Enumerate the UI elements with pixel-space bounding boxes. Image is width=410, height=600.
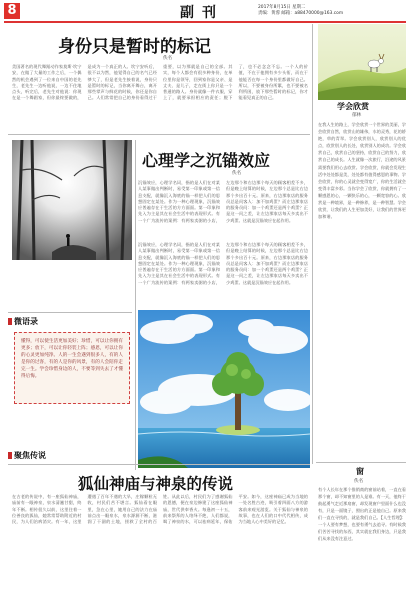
quote-section-label xyxy=(8,316,38,327)
sidebar-body: 在我人生的路上，学会欣赏一个世界的美丽，学会欣赏自然，欣赏山的雄伟，水的灵秀，花的娇艳，草的青翠。学会欣赏别人，欣赏别人的优点，欣赏别人的长处，欣赏别人的成功。学会欣赏自己，欣赏自己的坚持，欣赏自己的努力，欣赏自己的成长。人生就像一次旅行，沿途的风景需要我们用心去欣赏。学会欣赏，你就会发现生活中处处都是美，处处都有值得感恩的事物。学会欣赏，你的心灵就会变得宽广，你的生活就会变得丰富多彩。当你学会了欣赏，你就拥有了一颗感恩的心，一颗快乐的心，一颗宽容的心。欣赏是一种境界，是一种修养，是一种智慧。学会欣赏，让我们的人生更加美好，让我们的世界更加和谐。 xyxy=(318,122,406,220)
legend-title: 狐仙神庙与神泉的传说 xyxy=(78,474,234,493)
sidebar-title: 学会欣赏 xyxy=(337,102,369,111)
section-divider xyxy=(8,134,310,135)
legend-section-label xyxy=(8,450,46,461)
header-meta xyxy=(258,5,408,17)
column-divider xyxy=(312,24,313,464)
column-divider xyxy=(135,140,136,470)
page-number: 8 xyxy=(4,3,20,19)
article1-author: 佚名 xyxy=(163,56,173,61)
essay-title: 窗 xyxy=(356,467,364,476)
article2-illustration xyxy=(12,140,132,260)
sidebar-author: 郁林 xyxy=(352,113,362,118)
legend-illustration xyxy=(138,310,310,468)
section-divider xyxy=(316,462,406,463)
article2-author: 佚名 xyxy=(232,171,242,176)
sidebar-illustration xyxy=(318,24,406,100)
quote-box xyxy=(14,332,130,404)
legend-label-text: 聚焦传说 xyxy=(14,451,46,460)
legend-body: 在古老的传说中，有一座狐仙神庙，庙前有一眼神泉，泉水清澈甘甜，终年不断。相传很久以前，这里住着一位善良的狐仙，她常常帮助附近的村民，为人们治病消灾。有一年，这里遭遇了百年不遇的大旱，庄稼颗粒无收，村民们苦不堪言。狐仙看在眼里，急在心里，她用自己的法力在庙前点出一眼泉水，泉水源源不断，滋润了干涸的土地，拯救了全村的百姓。从此以后，村民们为了感谢狐仙的恩德，便在泉边修建了这座狐仙神庙，世代供奉香火。每逢初一十五，前来祭拜的人络绎不绝，人们都说，喝了神泉的水，可以祛病延年，保佑平安。如今，这座神庙已成为当地的一处名胜古迹，吸引着四面八方的游客前来观光游览。关于狐仙与神泉的故事，也在人们的口中代代相传，成为当地人心中美好的记忆。 xyxy=(12,494,308,525)
article2-body-bottom: 沉锚效应，心理学名词，指的是人们在对某人某事做出判断时，易受第一印象或第一信息支配，就像沉入海底的锚一样把人们的思想固定在某处。作为一种心理现象，沉锚效应普遍存在于生活的方方面面。第一印象和先入为主是其在社会生活中的表现形式。有一个广为流传的案例：有两家卖粥的小店，左边那个和右边那个每天的顾客相差不多，但是晚上结算的时候，左边那个总是比右边那个多出百十元。原来，右边那家店的服务员总是问客人：加不加鸡蛋？而左边那家店的服务员问：加一个鸡蛋还是两个鸡蛋？正是这一问之差，让左边那家店每天多卖出不少鸡蛋。这就是沉锚效应在起作用。 xyxy=(138,242,308,285)
header-rule xyxy=(4,21,406,23)
section-title: 副刊 xyxy=(180,5,224,21)
article2-body-top: 沉锚效应，心理学名词，指的是人们在对某人某事做出判断时，易受第一印象或第一信息支配，就像沉入海底的锚一样把人们的思想固定在某处。作为一种心理现象，沉锚效应普遍存在于生活的方方面面。第一印象和先入为主是其在社会生活中的表现形式。有一个广为流传的案例：有两家卖粥的小店，左边那个和右边那个每天的顾客相差不多，但是晚上结算的时候，左边那个总是比右边那个多出百十元。原来，右边那家店的服务员总是问客人：加不加鸡蛋？而左边那家店的服务员问：加一个鸡蛋还是两个鸡蛋？正是这一问之差，让左边那家店每天多卖出不少鸡蛋。这就是沉锚效应在起作用。 xyxy=(138,180,308,223)
quote-label-text: 微语录 xyxy=(14,317,38,326)
article1-title: 身份只是暂时的标记 xyxy=(58,37,211,57)
quote-text: 懂得，可以使生活更加美好；珍惜，可以让你拥有更多；放下，可以让你轻装上阵；感恩，可以让你的心灵更加纯净。人的一生会遇到很多人，有的人是你的过客，有的人是你的风景，有的人会陪你走完一生。学会珍惜身边的人，不要等到失去了才懂得后悔。 xyxy=(21,339,123,379)
section-marker-icon xyxy=(8,452,12,459)
section-marker-icon xyxy=(8,318,12,325)
essay-body: 有个人长年在那个推销商的窗前站着，一直在看那个窗，却不知窗里的人是谁。有一天，他终于鼓起勇气走近那扇窗，却发现窗户里面什么也没有，只是一面镜子，照出的正是他自己。原来我们一直在寻找的，就是我们自己。【人生哲理】：一个人要有梦想，也要有勇气去追寻。有时候我们苦苦寻找的东西，其实就在我们身边，只是我们从来没有注意过。 xyxy=(318,487,406,541)
article1-body: 美国著名的现代舞蹈动作家莫斯·坎宁安，在做了大量的工作之后，一个偶然的机会遇到了一位来自中国的老先生，老先生一边听他说，一边不住地点头，听完后，老先生对他说：你现在是一个舞蹈家，但你最终要做的，是成为一个真正的人。坎宁安听后，很不以为然，他觉得自己的名气已经够大了，但是老先生接着说，身份只是暂时的标记，当你离开舞台，离开那些掌声与鲜花的时候，你还是你自己。人们常常把自己的身份看得过于重要，以为那就是自己的全部。其实，每个人都会有很多种身份，在单位里你是领导，回到家你是父亲、是丈夫、是儿子，走在街上你只是一个普通的路人。身份就像一件衣服，穿上了，就要承担相应的责任；脱下了，也不必念念不忘。一个人的价值，不在于他拥有多少头衔，而在于他能否在每一个身份里都做好自己。所以，不要被身份所累，也不要被名利所困，放下那些暂时的标记，你才能看见真正的自己。 xyxy=(12,64,308,101)
header-editor: 责编：黄蓉 邮箱：a88470000@163.com xyxy=(258,11,344,16)
header-date: 2017年8月15日 星期二 xyxy=(258,5,306,10)
section-divider xyxy=(8,464,310,465)
essay-author: 佚名 xyxy=(354,479,364,484)
section-divider xyxy=(8,312,132,313)
article2-title: 心理学之沉锚效应 xyxy=(142,151,271,170)
